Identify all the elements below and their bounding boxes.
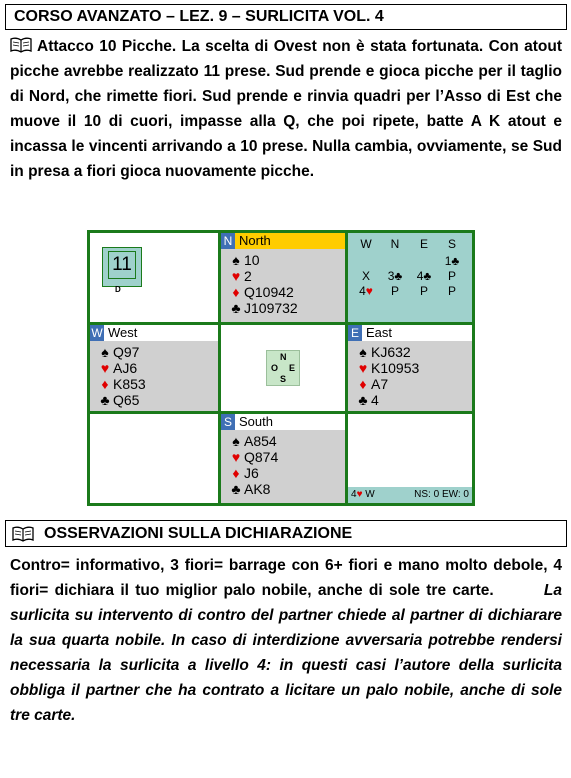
- south-diamonds: J6: [244, 465, 259, 481]
- intro-paragraph: [10, 34, 562, 184]
- dealer-marker: D: [115, 285, 121, 294]
- auction-bid: 4♥: [359, 284, 373, 298]
- east-hand: [348, 325, 472, 411]
- heart-icon: ♥: [358, 360, 368, 376]
- east-tag: E: [348, 325, 362, 341]
- club-icon: ♣: [231, 481, 241, 497]
- club-icon: ♣: [358, 392, 368, 408]
- empty-cell: [90, 414, 218, 503]
- intro-text: Attacco 10 Picche. La scelta di Ovest non è stata fortunata. Con atout picche avrebbe realizzato 11 prese. Sud prende e gioca picche per il taglio di Nord, che rimette fiori. Sud prende e rinvia quadri per l’Asso di Est che muove il 10 di cuori, impasse alla Q, che poi ripete, batte A K atout e incassa le vincenti arrivando a 10 prese. Nulla cambia, ovviamente, se Sud in presa a fiori gioca nuovamente picche.: [10, 38, 562, 180]
- north-diamonds: Q10942: [244, 284, 294, 300]
- compass-s: S: [280, 374, 287, 384]
- spade-icon: ♠: [101, 344, 109, 360]
- spade-icon: ♠: [232, 433, 240, 449]
- observations-text: Contro= informativo, 3 fiori= barrage con 6+ fiori e mano molto debole, 4 fiori= dichiara il tuo miglior palo nobile, anche di sole tre carte.: [10, 557, 562, 599]
- auction-bid: 4♣: [416, 269, 432, 283]
- board-number: 11: [108, 251, 136, 279]
- auction-bid: 3♣: [387, 269, 403, 283]
- diamond-icon: ♦: [232, 465, 240, 481]
- auction-header-e: E: [419, 237, 428, 251]
- auction-bid: P: [419, 284, 428, 298]
- compass-n: N: [280, 352, 287, 362]
- spade-icon: ♠: [359, 344, 367, 360]
- auction-header-s: S: [447, 237, 456, 251]
- heart-icon: ♥: [231, 449, 241, 465]
- observations-paragraph: [10, 553, 562, 728]
- auction-header-w: W: [360, 237, 372, 251]
- north-hand: [221, 233, 345, 322]
- north-spades: 10: [244, 252, 260, 268]
- lesson-title: CORSO AVANZATO – LEZ. 9 – SURLICITA VOL. 4: [14, 8, 384, 25]
- result-cell: [348, 414, 472, 503]
- score-text: NS: 0 EW: 0: [414, 489, 469, 500]
- compass-o: O: [271, 363, 279, 373]
- observations-title: OSSERVAZIONI SULLA DICHIARAZIONE: [44, 525, 353, 542]
- observations-header: [5, 520, 567, 547]
- compass: [266, 350, 300, 386]
- auction-bid: P: [447, 284, 456, 298]
- north-clubs: J109732: [244, 300, 298, 316]
- south-spades: A854: [244, 433, 277, 449]
- west-spades: Q97: [113, 344, 140, 360]
- diamond-icon: ♦: [359, 376, 367, 392]
- south-hand: [221, 414, 345, 503]
- south-tag: S: [221, 414, 235, 430]
- west-hearts: AJ6: [113, 360, 138, 376]
- west-clubs: Q65: [113, 392, 140, 408]
- south-clubs: AK8: [244, 481, 271, 497]
- auction-bid: X: [361, 269, 370, 283]
- book-icon: [12, 526, 34, 542]
- board-number-cell: [90, 233, 218, 322]
- west-tag: W: [91, 326, 103, 340]
- west-name: West: [108, 325, 138, 340]
- north-name: North: [239, 233, 271, 248]
- compass-e: E: [289, 363, 296, 373]
- south-name: South: [239, 414, 273, 429]
- club-icon: ♣: [231, 300, 241, 316]
- east-diamonds: A7: [371, 376, 389, 392]
- east-spades: KJ632: [371, 344, 411, 360]
- auction-header-n: N: [390, 237, 400, 251]
- result-bar: [348, 487, 472, 503]
- west-hand: [90, 325, 218, 411]
- heart-icon: ♥: [100, 360, 110, 376]
- spade-icon: ♠: [232, 252, 240, 268]
- book-icon: [10, 37, 32, 53]
- auction-bid: P: [447, 269, 456, 283]
- west-diamonds: K853: [113, 376, 146, 392]
- compass-cell: [221, 325, 345, 411]
- auction-box: [348, 233, 472, 322]
- club-icon: ♣: [100, 392, 110, 408]
- auction-bid: P: [390, 284, 399, 298]
- auction-bid: 1♣: [444, 254, 460, 268]
- north-hearts: 2: [244, 268, 252, 284]
- east-name: East: [366, 325, 393, 340]
- diamond-icon: ♦: [232, 284, 240, 300]
- diamond-icon: ♦: [101, 376, 109, 392]
- east-hearts: K10953: [371, 360, 420, 376]
- observations-italic-text: La surlicita su intervento di contro del partner chiede al partner di dichiarare la sua quarta nobile. In caso di interdizione avversaria potrebbe rendersi necessaria la surlicita a livello 4: in questi casi l’autore della surlicita obbliga il partner che ha contrato a licitare un palo nobile, anche di sole tre carte.: [10, 582, 562, 724]
- south-hearts: Q874: [244, 449, 279, 465]
- heart-icon: ♥: [231, 268, 241, 284]
- north-tag: N: [221, 233, 235, 249]
- contract-text: 4♥ W: [351, 489, 375, 500]
- lesson-header: [5, 4, 567, 30]
- east-clubs: 4: [371, 392, 379, 408]
- bridge-board: [87, 230, 475, 506]
